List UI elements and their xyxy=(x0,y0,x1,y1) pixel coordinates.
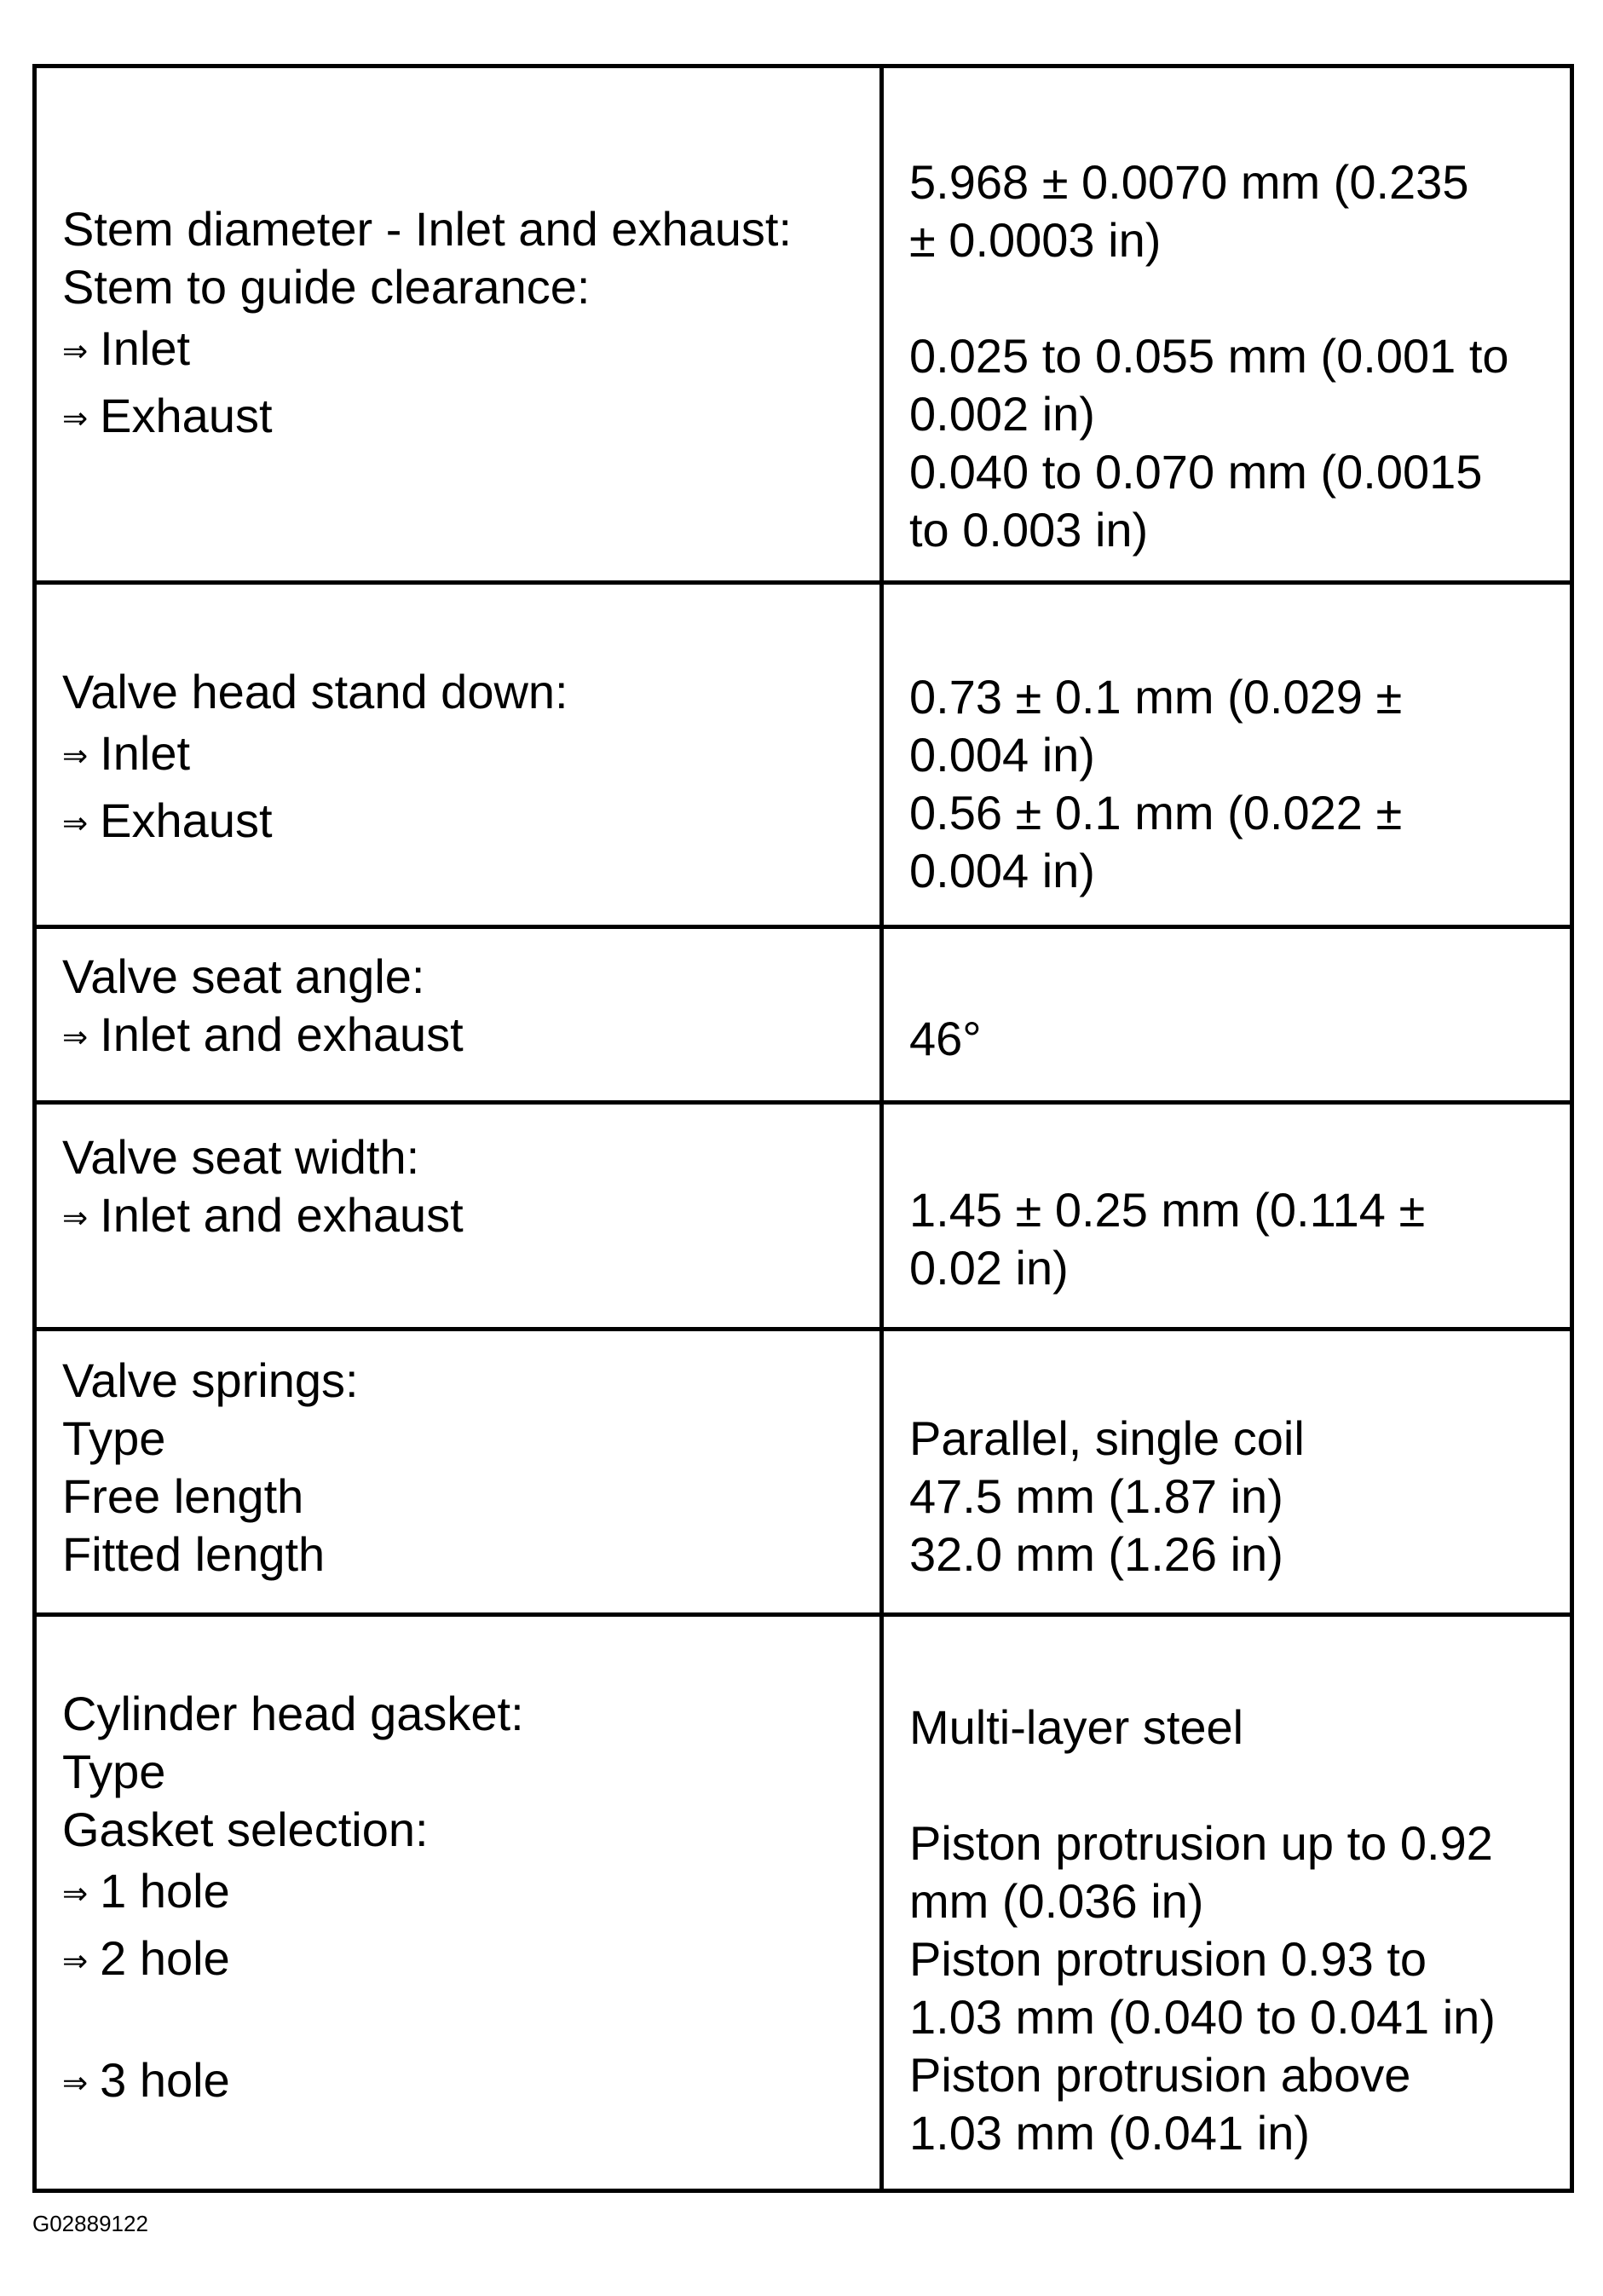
spec-value-cell xyxy=(882,1615,1572,2191)
spec-label-cell xyxy=(35,1103,882,1330)
spec-value-cell xyxy=(882,1330,1572,1615)
arrow-icon: ⇒ xyxy=(62,1876,89,1911)
spec-value-cell xyxy=(882,583,1572,927)
spec-value: 0.73 ± 0.1 mm (0.029 ± xyxy=(909,670,1403,724)
arrow-icon: ⇒ xyxy=(62,333,89,368)
spec-value: Piston protrusion 0.93 to xyxy=(909,1932,1427,1986)
spec-value: 0.02 in) xyxy=(909,1241,1069,1295)
spec-value: 0.56 ± 0.1 mm (0.022 ± xyxy=(909,786,1403,839)
spec-value: Parallel, single coil xyxy=(909,1411,1305,1465)
spec-label: Stem to guide clearance: xyxy=(62,260,591,314)
spec-label-cell xyxy=(35,1330,882,1615)
arrow-icon: ⇒ xyxy=(62,1200,89,1235)
arrow-icon: ⇒ xyxy=(62,738,89,773)
spec-sub-label: ⇒ 1 hole xyxy=(62,1864,230,1918)
spec-sub-label: ⇒ Inlet and exhaust xyxy=(62,1188,464,1242)
spec-value-cell xyxy=(882,927,1572,1103)
spec-value: Piston protrusion up to 0.92 xyxy=(909,1816,1493,1870)
spec-value: ± 0.0003 in) xyxy=(909,213,1162,267)
spec-sub-label: ⇒ 3 hole xyxy=(62,2053,230,2107)
table-row xyxy=(35,1615,1572,2191)
spec-value: 0.040 to 0.070 mm (0.0015 xyxy=(909,445,1483,499)
spec-label: Valve seat width: xyxy=(62,1130,420,1184)
table-row xyxy=(35,1330,1572,1615)
spec-value: to 0.003 in) xyxy=(909,503,1149,557)
spec-sub-label: ⇒ Exhaust xyxy=(62,389,273,442)
spec-value: 0.004 in) xyxy=(909,844,1095,897)
spec-label-cell xyxy=(35,66,882,583)
spec-sub-label: ⇒ Inlet xyxy=(62,321,191,375)
figure-id-caption: G02889122 xyxy=(32,2211,148,2236)
spec-sub-label: ⇒ Inlet xyxy=(62,726,191,780)
spec-label: Type xyxy=(62,1745,166,1798)
table-row xyxy=(35,583,1572,927)
spec-label-cell xyxy=(35,583,882,927)
spec-value: mm (0.036 in) xyxy=(909,1874,1204,1928)
table-row xyxy=(35,66,1572,583)
spec-value: 1.03 mm (0.041 in) xyxy=(909,2106,1310,2160)
spec-value: 0.004 in) xyxy=(909,728,1095,782)
arrow-icon: ⇒ xyxy=(62,1019,89,1054)
spec-value: 1.03 mm (0.040 to 0.041 in) xyxy=(909,1990,1496,2044)
spec-table xyxy=(32,64,1574,2193)
spec-value: 5.968 ± 0.0070 mm (0.235 xyxy=(909,155,1469,209)
table-row xyxy=(35,1103,1572,1330)
spec-label: Valve head stand down: xyxy=(62,665,568,718)
spec-sub-label: ⇒ Exhaust xyxy=(62,793,273,847)
spec-value-cell xyxy=(882,66,1572,583)
spec-value: Multi-layer steel xyxy=(909,1700,1244,1754)
table-row xyxy=(35,927,1572,1103)
arrow-icon: ⇒ xyxy=(62,1943,89,1978)
spec-label-cell xyxy=(35,1615,882,2191)
spec-value: 32.0 mm (1.26 in) xyxy=(909,1527,1283,1581)
spec-value: 1.45 ± 0.25 mm (0.114 ± xyxy=(909,1183,1426,1237)
spec-value: 0.002 in) xyxy=(909,387,1095,441)
spec-label: Fitted length xyxy=(62,1527,326,1581)
spec-label: Type xyxy=(62,1411,166,1465)
spec-sub-label: ⇒ Inlet and exhaust xyxy=(62,1007,464,1061)
spec-label-cell xyxy=(35,927,882,1103)
spec-value: Piston protrusion above xyxy=(909,2048,1411,2102)
spec-value-cell xyxy=(882,1103,1572,1330)
spec-sub-label: ⇒ 2 hole xyxy=(62,1931,230,1985)
spec-label: Free length xyxy=(62,1469,304,1523)
spec-label: Stem diameter - Inlet and exhaust: xyxy=(62,202,792,256)
arrow-icon: ⇒ xyxy=(62,2065,89,2100)
spec-label: Valve springs: xyxy=(62,1353,359,1407)
spec-label: Gasket selection: xyxy=(62,1803,429,1856)
spec-value: 0.025 to 0.055 mm (0.001 to xyxy=(909,329,1509,383)
spec-label: Cylinder head gasket: xyxy=(62,1687,524,1740)
spec-label: Valve seat angle: xyxy=(62,949,425,1003)
spec-value: 46° xyxy=(909,1012,982,1065)
spec-value: 47.5 mm (1.87 in) xyxy=(909,1469,1283,1523)
arrow-icon: ⇒ xyxy=(62,401,89,436)
arrow-icon: ⇒ xyxy=(62,805,89,840)
